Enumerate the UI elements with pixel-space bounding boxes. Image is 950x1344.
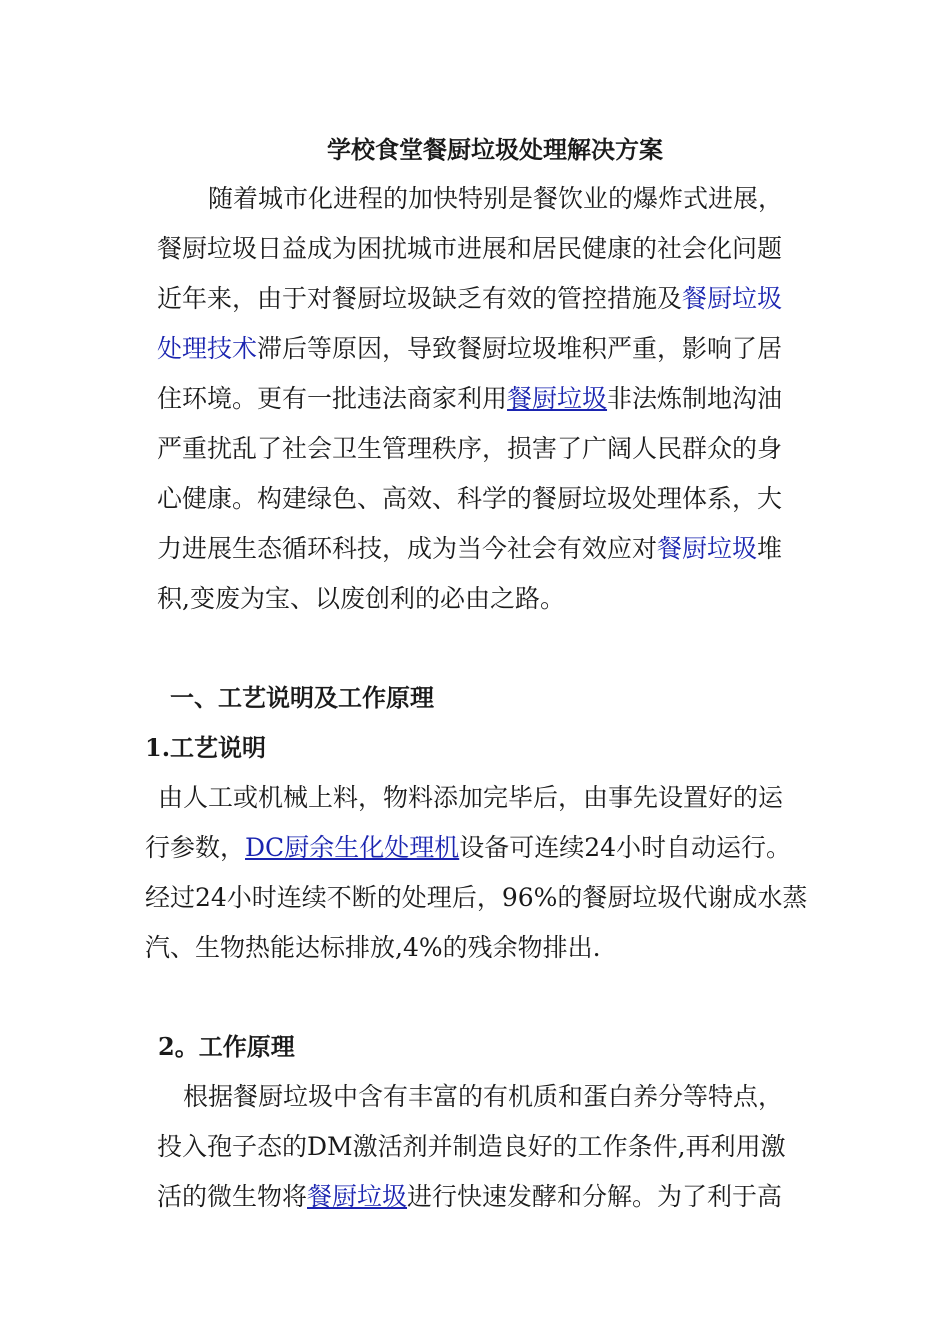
- principle-line-3: [157, 1182, 782, 1212]
- principle-line-2: 投入孢子态的DM激活剂并制造良好的工作条件,再利用激: [157, 1132, 786, 1161]
- intro-line-9: 积,变废为宝、以废创利的必由之路。: [157, 584, 565, 613]
- intro-line-6: 严重扰乱了社会卫生管理秩序，损害了广阔人民群众的身: [157, 434, 783, 463]
- intro-line-5-text-b: 非法炼制地沟油: [607, 384, 783, 413]
- link-dc-processor[interactable]: DC厨余生化处理机: [245, 833, 460, 862]
- link-processing-tech[interactable]: 处理技术: [157, 334, 258, 363]
- process-line-4: 汽、生物热能达标排放,4%的残余物排出.: [145, 933, 601, 962]
- process-line-2: [145, 833, 791, 863]
- principle-line-3-text-a: 活的微生物将: [157, 1182, 308, 1211]
- process-line-3: 经过24小时连续不断的处理后，96%的餐厨垃圾代谢成水蒸: [145, 883, 808, 912]
- intro-line-8: [157, 534, 782, 564]
- intro-line-8-text-b: 堆: [757, 534, 783, 563]
- intro-line-8-text-a: 力进展生态循环科技，成为当今社会有效应对: [157, 534, 658, 563]
- intro-line-2: 餐厨垃圾日益成为困扰城市进展和居民健康的社会化问题: [157, 234, 783, 263]
- intro-line-1: 随着城市化进程的加快特别是餐饮业的爆炸式进展，: [208, 184, 784, 213]
- link-food-waste-2[interactable]: 餐厨垃圾: [507, 384, 608, 413]
- intro-line-5: [157, 384, 782, 414]
- intro-line-3-text: 近年来，由于对餐厨垃圾缺乏有效的管控措施及: [157, 284, 683, 313]
- intro-line-4-text: 滞后等原因，导致餐厨垃圾堆积严重，影响了居: [257, 334, 783, 363]
- process-line-1: 由人工或机械上料，物料添加完毕后，由事先设置好的运: [158, 783, 784, 812]
- process-line-2-text-a: 行参数，: [145, 833, 246, 862]
- process-line-2-text-b: 设备可连续24小时自动运行。: [459, 833, 792, 862]
- link-food-waste-4[interactable]: 餐厨垃圾: [307, 1182, 408, 1211]
- section-heading: 一、工艺说明及工作原理: [170, 683, 434, 712]
- subheading-principle: 2。工作原理: [158, 1032, 295, 1061]
- intro-line-7: 心健康。构建绿色、高效、科学的餐厨垃圾处理体系，大: [157, 484, 783, 513]
- principle-line-3-text-b: 进行快速发酵和分解。为了利于高: [407, 1182, 783, 1211]
- intro-line-5-text-a: 住环境。更有一批违法商家利用: [157, 384, 508, 413]
- link-food-waste-3[interactable]: 餐厨垃圾: [657, 534, 758, 563]
- link-food-waste-1[interactable]: 餐厨垃圾: [682, 284, 783, 313]
- principle-line-1: 根据餐厨垃圾中含有丰富的有机质和蛋白养分等特点，: [183, 1082, 784, 1111]
- subheading-process: 1.工艺说明: [145, 733, 267, 762]
- document-title: 学校食堂餐厨垃圾处理解决方案: [327, 135, 663, 164]
- intro-line-3: [157, 284, 782, 314]
- intro-line-4: [157, 334, 782, 364]
